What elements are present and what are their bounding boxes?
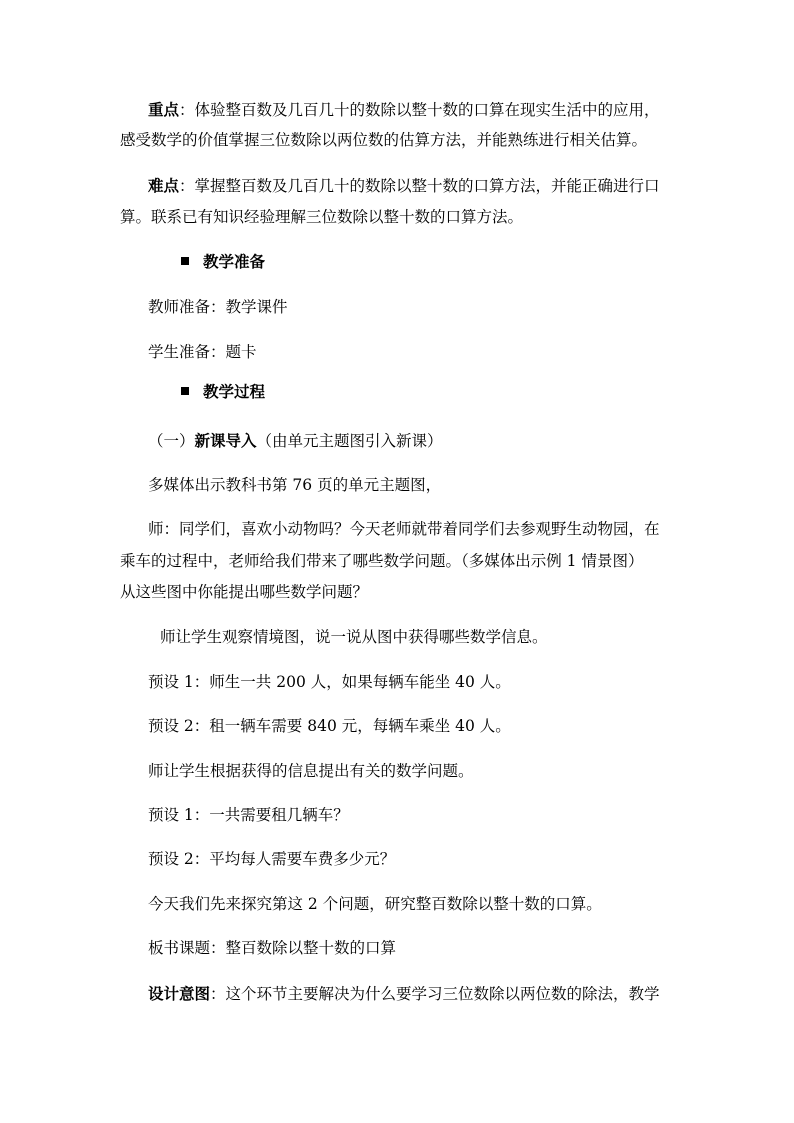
key-points-line-2: 感受数学的价值掌握三位数除以两位数的估算方法，并能熟练进行相关估算。 bbox=[120, 131, 648, 149]
key-points-label: 重点 bbox=[148, 100, 180, 119]
paragraph: 师：同学们，喜欢小动物吗？今天老师就带着同学们去参观野生动物园，在 bbox=[148, 520, 660, 538]
difficult-points-label: 难点 bbox=[148, 176, 180, 195]
paragraph: 乘车的过程中，老师给我们带来了哪些数学问题。（多媒体出示例 1 情景图） bbox=[120, 552, 644, 570]
student-preparation: 学生准备：题卡 bbox=[148, 343, 257, 361]
paragraph: 从这些图中你能提出哪些数学问题？ bbox=[120, 583, 369, 601]
key-points-line-1: 重点：体验整百数及几百几十的数除以整十数的口算在现实生活中的应用， bbox=[148, 100, 660, 119]
square-bullet-icon bbox=[181, 257, 189, 265]
paragraph: 预设 2：租一辆车需要 840 元，每辆车乘坐 40 人。 bbox=[148, 717, 511, 735]
difficult-points-line-2: 算。联系已有知识经验理解三位数除以整十数的口算方法。 bbox=[120, 208, 524, 226]
paragraph: 预设 2：平均每人需要车费多少元？ bbox=[148, 850, 396, 868]
section-heading-preparation: 教学准备 bbox=[181, 254, 265, 270]
paragraph: 多媒体出示教科书第 76 页的单元主题图， bbox=[148, 476, 442, 494]
subheading-new-lesson: （一）新课导入（由单元主题图引入新课） bbox=[148, 431, 443, 450]
square-bullet-icon bbox=[181, 387, 189, 395]
design-intent-label: 设计意图 bbox=[148, 984, 211, 1003]
design-intent: 设计意图：这个环节主要解决为什么要学习三位数除以两位数的除法，教学 bbox=[148, 984, 660, 1003]
paragraph: 预设 1：一共需要租几辆车？ bbox=[148, 806, 349, 824]
section-heading-process: 教学过程 bbox=[181, 384, 265, 400]
paragraph: 板书课题：整百数除以整十数的口算 bbox=[148, 939, 397, 957]
paragraph: 今天我们先来探究第这 2 个问题，研究整百数除以整十数的口算。 bbox=[148, 895, 602, 913]
paragraph: 预设 1：师生一共 200 人，如果每辆车能坐 40 人。 bbox=[148, 673, 511, 691]
difficult-points-line-1: 难点：掌握整百数及几百几十的数除以整十数的口算方法，并能正确进行口 bbox=[148, 176, 660, 195]
paragraph: 师让学生根据获得的信息提出有关的数学问题。 bbox=[148, 762, 474, 780]
teacher-preparation: 教师准备：教学课件 bbox=[148, 298, 288, 316]
paragraph: 师让学生观察情境图，说一说从图中获得哪些数学信息。 bbox=[160, 628, 548, 646]
